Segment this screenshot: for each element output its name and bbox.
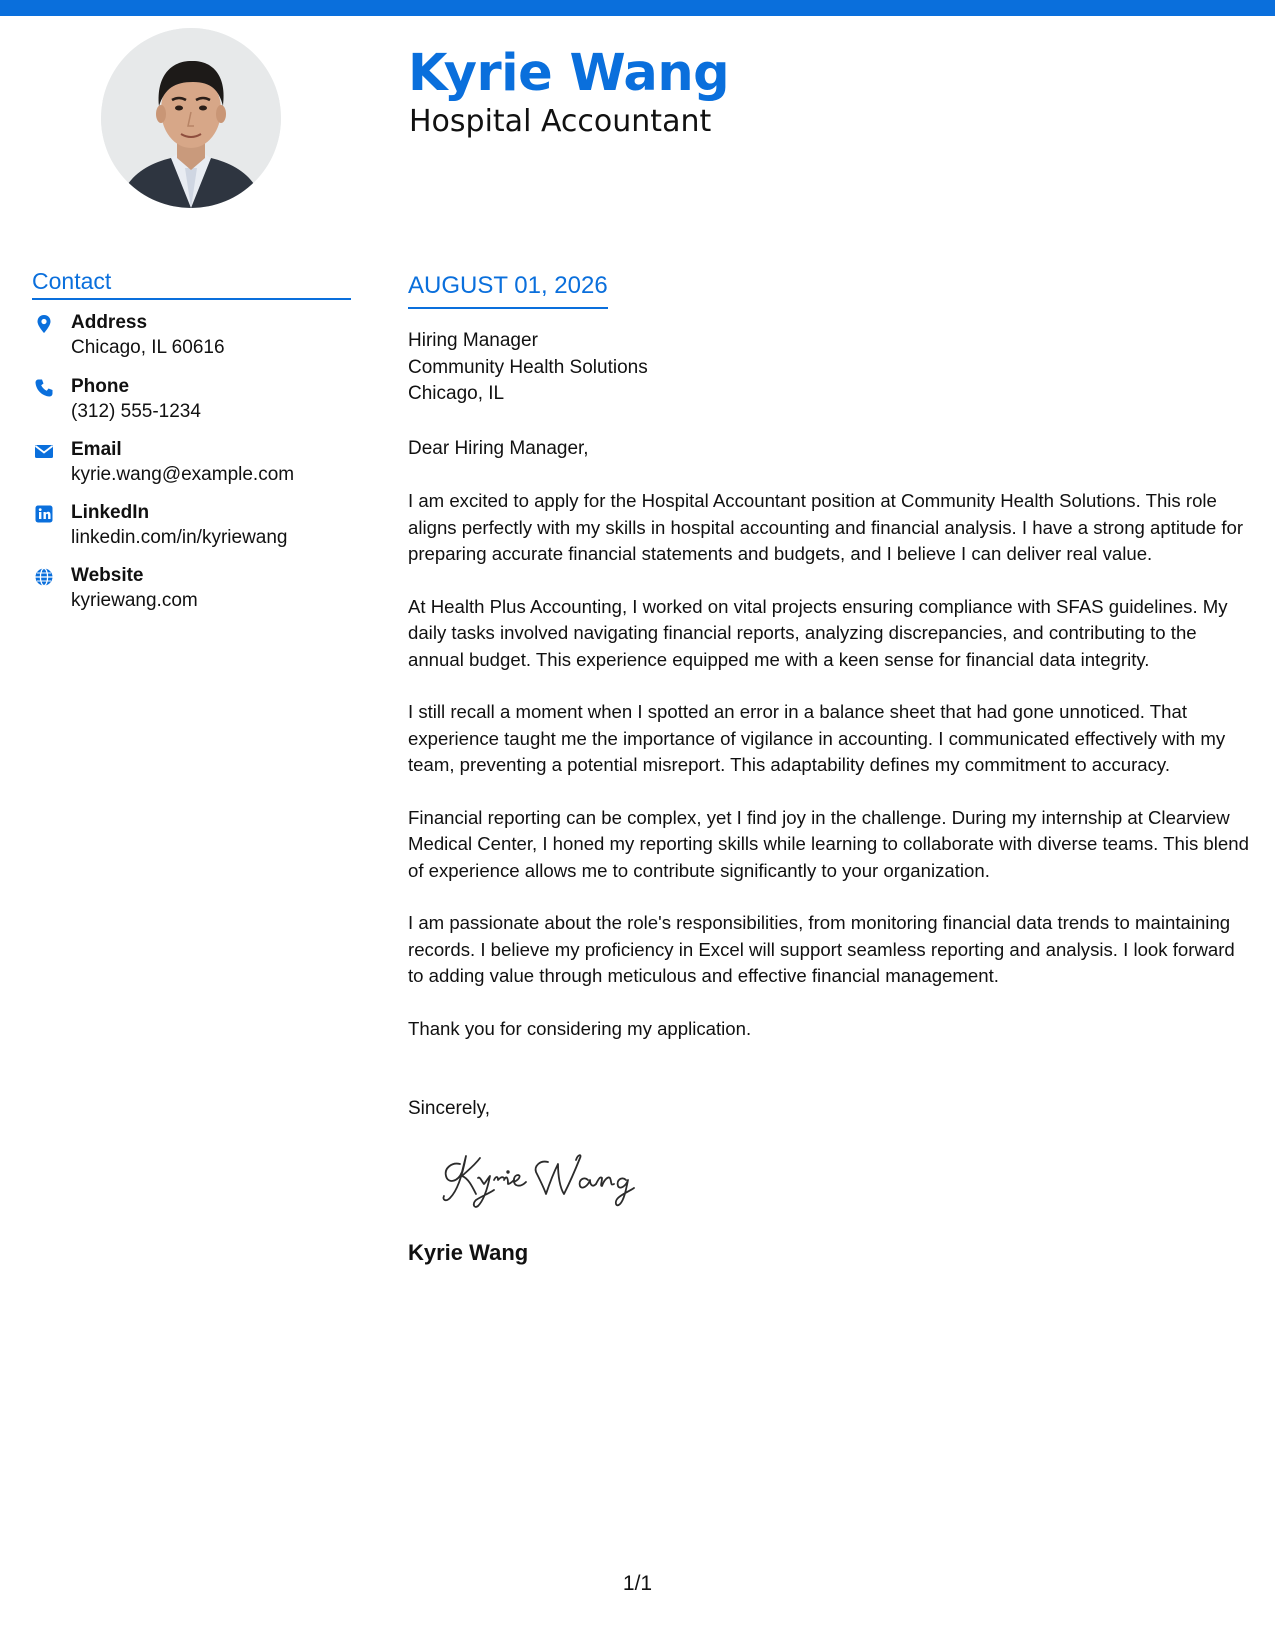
body-paragraph: At Health Plus Accounting, I worked on vital projects ensuring compliance with SFAS guidelines. My daily tasks involved navigating financial reports, analyzing discrepancies, and contributing to the annual budget. This experience equipped me with a keen sense for financial data integrity. bbox=[408, 595, 1228, 670]
contact-linkedin bbox=[32, 500, 362, 556]
job-title: Hospital Accountant bbox=[409, 104, 712, 139]
signer-name: Kyrie Wang bbox=[408, 1240, 529, 1265]
body-paragraph: I still recall a moment when I spotted an error in a balance sheet that had gone unnoticed. That experience taught me the importance of vigilance in accounting. I communicated effectively with my team, preventing a potential misreport. This adaptability defines my commitment to accuracy. bbox=[408, 701, 1226, 775]
letter-body bbox=[408, 488, 1253, 1068]
letter-date: AUGUST 01, 2026 bbox=[408, 270, 608, 309]
profile-photo bbox=[101, 28, 281, 208]
contact-address bbox=[32, 310, 362, 366]
email-link[interactable]: kyrie.wang@example.com bbox=[71, 464, 295, 485]
recipient-line: Community Health Solutions bbox=[408, 356, 648, 378]
recipient-line: Hiring Manager bbox=[408, 330, 538, 351]
map-pin-icon bbox=[34, 314, 54, 334]
candidate-name: Kyrie Wang bbox=[408, 44, 730, 103]
body-paragraph: I am passionate about the role's responsibilities, from monitoring financial data trends to maintaining records. I believe my proficiency in Excel will support seamless reporting and analysis. I look forward to adding value through meticulous and effective financial management. bbox=[408, 912, 1235, 986]
contact-value: (312) 555-1234 bbox=[71, 401, 201, 422]
linkedin-link[interactable]: linkedin.com/in/kyriewang bbox=[71, 527, 288, 548]
salutation: Dear Hiring Manager, bbox=[408, 438, 589, 459]
body-paragraph: Thank you for considering my application. bbox=[408, 1017, 752, 1039]
closing: Sincerely, bbox=[408, 1098, 491, 1119]
linkedin-icon bbox=[34, 504, 54, 524]
contact-email bbox=[32, 437, 362, 493]
globe-icon bbox=[34, 567, 54, 587]
top-accent-bar bbox=[0, 0, 1275, 16]
contact-heading: Contact bbox=[32, 266, 351, 300]
contact-phone bbox=[32, 374, 362, 430]
recipient-block bbox=[408, 328, 1248, 408]
body-paragraph: Financial reporting can be complex, yet I find joy in the challenge. During my internship at Clearview Medical Center, I honed my reporting skills while learning to collaborate with diverse teams. This blend of experience allows me to contribute significantly to your organization. bbox=[408, 806, 1249, 881]
website-link[interactable]: kyriewang.com bbox=[71, 590, 198, 611]
page-number: 1/1 bbox=[622, 1572, 653, 1595]
contact-website bbox=[32, 563, 362, 619]
handwritten-signature bbox=[436, 1142, 646, 1214]
contact-label: Address bbox=[71, 312, 148, 333]
recipient-line: Chicago, IL bbox=[408, 383, 505, 404]
envelope-icon bbox=[34, 441, 54, 461]
contact-label: Phone bbox=[71, 376, 130, 397]
body-paragraph: I am excited to apply for the Hospital Accountant position at Community Health Solutions. This role aligns perfectly with my skills in hospital accounting and financial analysis. I have a strong aptitude for preparing accurate financial statements and budgets, and I believe I can deliver real value. bbox=[408, 490, 1244, 564]
phone-icon bbox=[34, 378, 54, 398]
contact-value: Chicago, IL 60616 bbox=[71, 337, 225, 358]
contact-label: Website bbox=[71, 565, 144, 586]
contact-label: LinkedIn bbox=[71, 502, 150, 523]
contact-label: Email bbox=[71, 439, 122, 460]
